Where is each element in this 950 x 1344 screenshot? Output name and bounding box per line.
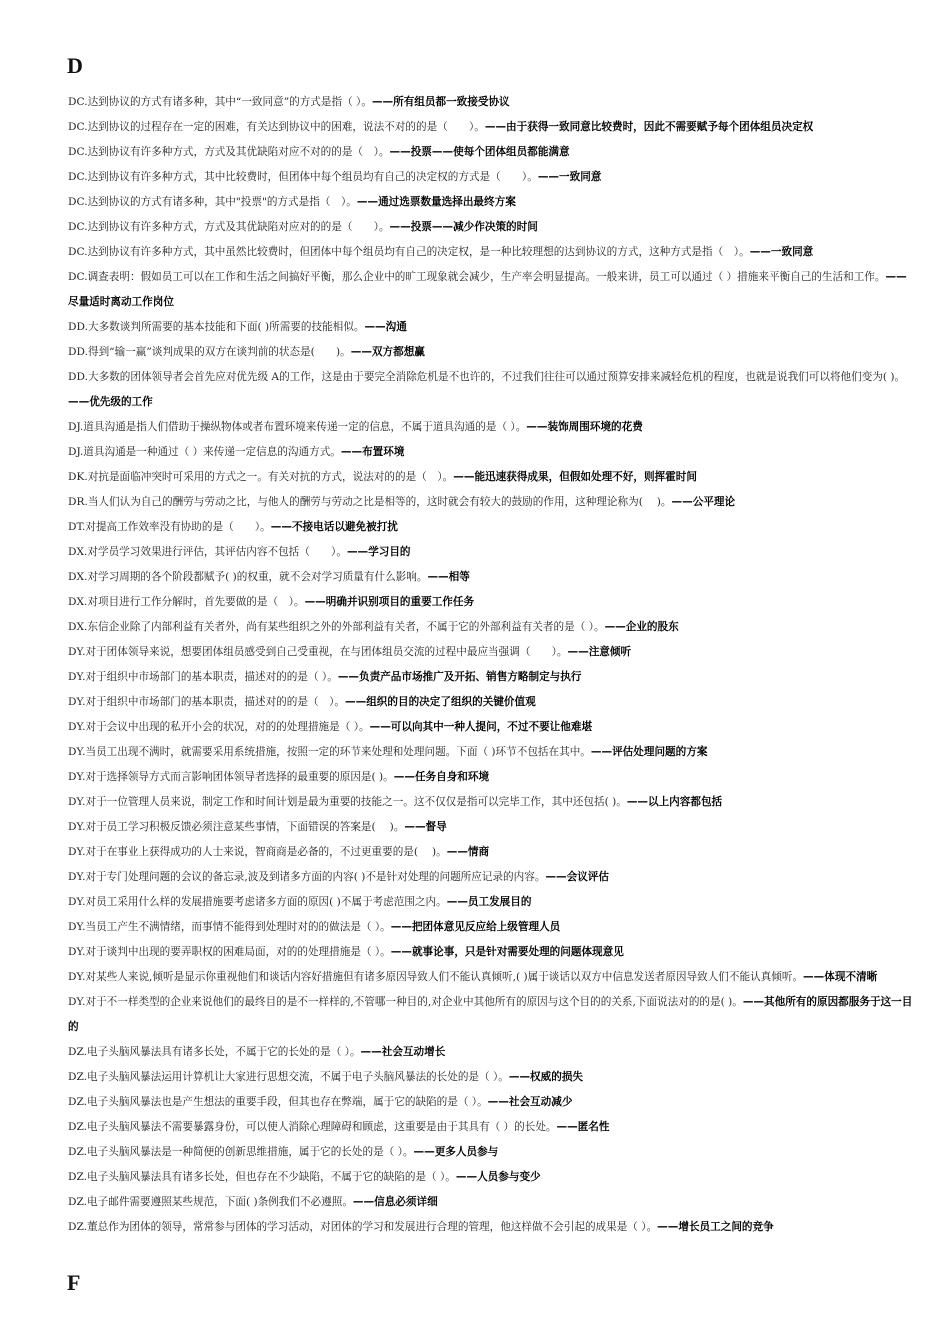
question-entry — [68, 765, 916, 790]
answer-text: ——匿名性 — [556, 1121, 610, 1133]
question-entry — [68, 1090, 916, 1115]
question-list — [68, 90, 916, 1240]
question-text: DJ.道具沟通是一种通过（ ）来传递一定信息的沟通方式。 — [68, 446, 341, 458]
question-entry — [68, 640, 916, 665]
section-heading-f: F — [67, 1270, 81, 1295]
question-text: DZ.电子头脑风暴法具有诸多长处，不属于它的长处的是（ ）。 — [68, 1046, 361, 1058]
answer-text: ——一致同意 — [749, 246, 814, 258]
question-entry — [68, 340, 916, 365]
question-entry — [68, 490, 916, 515]
question-entry — [68, 1165, 916, 1190]
question-text: DY.对于不一样类型的企业来说他们的最终目的是不一样样的,不管哪一种目的,对企业中其他所有的原因与这个目的的关系,下面说法对的的是( )。 — [68, 996, 743, 1008]
question-entry — [68, 465, 916, 490]
question-entry — [68, 565, 916, 590]
question-text: DY.对于员工学习积极反馈必须注意某些事情，下面错误的答案是( )。 — [68, 821, 405, 833]
answer-text: ——布置环境 — [340, 446, 405, 458]
question-entry — [68, 90, 916, 115]
answer-text: ——更多人员参与 — [413, 1146, 499, 1158]
question-entry — [68, 1140, 916, 1165]
question-text: DY.对于会议中出现的私开小会的状况，对的的处理措施是（ ）。 — [68, 721, 370, 733]
question-text: DY.对于专门处理问题的会议的备忘录,波及到诸多方面的内容( )不是针对处理的问题所应记录的内容。 — [68, 871, 546, 883]
answer-text: ——评估处理问题的方案 — [590, 746, 708, 758]
answer-text: ——优先级的工作 — [68, 396, 153, 408]
answer-text: ——会议评估 — [545, 871, 609, 883]
question-text: DX.东信企业除了内部利益有关者外，尚有某些组织之外的外部利益有关者，不属于它的外部利益有关者的是（ ）。 — [68, 621, 605, 633]
question-text: DD.大多数谈判所需要的基本技能和下面( )所需要的技能相似。 — [68, 321, 365, 333]
question-text: DY.对员工采用什么样的发展措施要考虑诸多方面的原因( )不属于考虑范围之内。 — [68, 896, 447, 908]
answer-text: ——通过选票数量选择出最终方案 — [356, 196, 516, 208]
answer-text: ——装饰周围环境的花费 — [526, 421, 643, 433]
answer-text: ——人员参与变少 — [455, 1171, 541, 1183]
answer-text: ——一致同意 — [537, 171, 602, 183]
question-text: DY.对于一位管理人员来说，制定工作和时间计划是最为重要的技能之一。这不仅仅是指可以完毕工作，其中还包括( )。 — [68, 796, 627, 808]
question-text: DC.达到协议的方式有诸多种，其中"投票"的方式是指（ ）。 — [68, 196, 357, 208]
question-text: DY.对于谈判中出现的要弄职权的困难局面，对的的处理措施是（ ）。 — [68, 946, 391, 958]
question-text: DY.当员工产生不满情绪，而事情不能得到处理时对的的做法是（ ）。 — [68, 921, 391, 933]
question-entry — [68, 590, 916, 615]
answer-text: ——企业的股东 — [604, 621, 679, 633]
question-text: DY.对于组织中市场部门的基本职责，描述对的的是（ ）。 — [68, 671, 338, 683]
question-text: DX.对学习周期的各个阶段都赋予( )的权重，就不会对学习质量有什么影响。 — [68, 571, 428, 583]
question-entry — [68, 540, 916, 565]
question-entry — [68, 1190, 916, 1215]
question-entry — [68, 690, 916, 715]
question-entry — [68, 890, 916, 915]
answer-text: ——不接电话以避免被打扰 — [270, 521, 398, 533]
question-entry — [68, 615, 916, 640]
answer-text: ——就事论事，只是针对需要处理的问题体现意见 — [390, 946, 624, 958]
question-entry — [68, 965, 916, 990]
question-entry — [68, 665, 916, 690]
question-entry — [68, 715, 916, 740]
question-entry — [68, 740, 916, 765]
question-entry — [68, 115, 916, 140]
answer-text: ——权威的损失 — [508, 1071, 584, 1083]
question-entry — [68, 790, 916, 815]
question-entry — [68, 1215, 916, 1240]
answer-text: ——体现不清晰 — [803, 971, 878, 983]
answer-text: ——社会互动减少 — [487, 1096, 573, 1108]
question-entry — [68, 440, 916, 465]
answer-text: ——增长员工之间的竞争 — [657, 1221, 774, 1233]
question-entry — [68, 190, 916, 215]
question-text: DJ.道具沟通是指人们借助于操纵物体或者布置环境来传递一定的信息，不属于道具沟通的是（ ）。 — [68, 421, 527, 433]
question-entry — [68, 165, 916, 190]
question-entry — [68, 1040, 916, 1065]
answer-text: ——由于获得一致同意比较费时，因此不需要赋予每个团体组员决定权 — [484, 121, 814, 133]
question-text: DZ.董总作为团体的领导，常常参与团体的学习活动，对团体的学习和发展进行合理的管理，他这样做不会引起的成果是（ ）。 — [68, 1221, 658, 1233]
answer-text: ——能迅速获得成果，但假如处理不好，则挥霍时间 — [453, 471, 697, 483]
answer-text: ——注意倾听 — [567, 646, 632, 658]
question-text: DZ.电子邮件需要遵照某些规范，下面( )条例我们不必遵照。 — [68, 1196, 353, 1208]
question-entry — [68, 840, 916, 865]
answer-text: ——可以向其中一种人提问，不过不要让他难堪 — [369, 721, 593, 733]
answer-text: ——情商 — [446, 846, 490, 858]
question-entry — [68, 240, 916, 265]
answer-text: ——信息必须详细 — [352, 1196, 438, 1208]
question-text: DY.对于在事业上获得成功的人士来说，智商商是必备的，不过更重要的是( )。 — [68, 846, 447, 858]
question-text: DZ.电子头脑风暴法具有诸多长处，但也存在不少缺陷，不属于它的缺陷的是（ ）。 — [68, 1171, 456, 1183]
question-entry — [68, 1115, 916, 1140]
answer-text: ——尽量适时离动工作岗位 — [68, 271, 907, 308]
answer-text: ——员工发展目的 — [446, 896, 532, 908]
question-text: DC.达到协议有许多种方式，方式及其优缺陷对应不对的的是（ ）。 — [68, 146, 390, 158]
question-text: DZ.电子头脑风暴法运用计算机让大家进行思想交流，不属于电子头脑风暴法的长处的是（ ）。 — [68, 1071, 509, 1083]
question-text: DC.达到协议有许多种方式，方式及其优缺陷对应对的的是（ ）。 — [68, 221, 390, 233]
answer-text: ——以上内容都包括 — [626, 796, 723, 808]
question-text: DX.对项目进行工作分解时，首先要做的是（ ）。 — [68, 596, 305, 608]
answer-text: ——社会互动增长 — [360, 1046, 446, 1058]
answer-text: ——明确并识别项目的重要工作任务 — [304, 596, 475, 608]
question-text: DK.对抗是面临冲突时可采用的方式之一。有关对抗的方式，说法对的的是（ ）。 — [68, 471, 454, 483]
answer-text: ——投票——减少作决策的时间 — [389, 221, 538, 233]
question-entry — [68, 315, 916, 340]
question-entry — [68, 990, 916, 1040]
question-entry — [68, 1065, 916, 1090]
question-text: DR.当人们认为自己的酬劳与劳动之比，与他人的酬劳与劳动之比是相等的，这时就会有较大的鼓励的作用，这种理论称为( )。 — [68, 496, 672, 508]
question-text: DZ.电子头脑风暴法也是产生想法的重要手段，但其也存在弊端，属于它的缺陷的是（ ）。 — [68, 1096, 488, 1108]
question-text: DY.对于选择领导方式而言影响团体领导者选择的最重要的原因是( )。 — [68, 771, 394, 783]
question-text: DY.当员工出现不满时，就需要采用系统措施，按照一定的环节来处理和处理问题。下面（ )环节不包括在其中。 — [68, 746, 591, 758]
question-text: DY.对某些人来说,倾听是显示你重视他们和谈话内容好措施但有诸多原因导致人们不能认真倾听,( )属于谈话以双方中信息发送者原因导致人们不能认真倾听。 — [68, 971, 804, 983]
answer-text: ——相等 — [427, 571, 470, 583]
answer-text: ——把团体意见反应给上级管理人员 — [390, 921, 561, 933]
question-text: DZ.电子头脑风暴法是一种简便的创新思维措施，属于它的长处的是（ ）。 — [68, 1146, 414, 1158]
answer-text: ——其他所有的原因都服务于这一目的 — [68, 996, 913, 1033]
answer-text: ——学习目的 — [346, 546, 411, 558]
question-entry — [68, 940, 916, 965]
question-entry — [68, 915, 916, 940]
answer-text: ——任务自身和环境 — [393, 771, 490, 783]
answer-text: ——双方都想赢 — [350, 346, 425, 358]
question-text: DC.达到协议的过程存在一定的困难，有关达到协议中的困难，说法不对的的是（ ）。 — [68, 121, 485, 133]
question-entry — [68, 865, 916, 890]
answer-text: ——负责产品市场推广及开拓、销售方略制定与执行 — [337, 671, 582, 683]
question-entry — [68, 140, 916, 165]
question-text: DC.达到协议有许多种方式，其中比较费时，但团体中每个组员均有自己的决定权的方式是（ ）。 — [68, 171, 538, 183]
question-entry — [68, 265, 916, 315]
question-text: DZ.电子头脑风暴法不需要暴露身份，可以使人消除心理障碍和顾虑，这重要是由于其具有（ ）的长处。 — [68, 1121, 557, 1133]
question-entry — [68, 515, 916, 540]
question-text: DY.对于团体领导来说，想要团体组员感受到自己受重视，在与团体组员交流的过程中最应当强调（ ）。 — [68, 646, 568, 658]
answer-text: ——所有组员都一致接受协议 — [371, 96, 510, 108]
answer-text: ——公平理论 — [671, 496, 736, 508]
question-entry — [68, 365, 916, 415]
answer-text: ——组织的目的决定了组织的关键价值观 — [345, 696, 536, 708]
question-text: DT.对提高工作效率没有协助的是（ ）。 — [68, 521, 271, 533]
question-text: DC.达到协议的方式有诸多种，其中“一致同意”的方式是指（ ）。 — [68, 96, 372, 108]
question-entry — [68, 415, 916, 440]
question-entry — [68, 815, 916, 840]
answer-text: ——沟通 — [364, 321, 407, 333]
question-text: DX.对学员学习效果进行评估，其评估内容不包括（ ）。 — [68, 546, 347, 558]
question-text: DD.得到“输一赢”谈判成果的双方在谈判前的状态是( )。 — [68, 346, 351, 358]
question-text: DD.大多数的团体领导者会首先应对优先级 A的工作，这是由于要完全消除危机是不也许的，不过我们往往可以通过预算安排来减轻危机的程度，也就是说我们可以将他们变为( )。 — [68, 371, 906, 383]
answer-text: ——投票——使每个团体组员都能满意 — [389, 146, 570, 158]
question-text: DY.对于组织中市场部门的基本职责，描述对的的是（ ）。 — [68, 696, 346, 708]
question-text: DC.达到协议有许多种方式，其中虽然比较费时，但团体中每个组员均有自己的决定权，是一种比较理想的达到协议的方式，这种方式是指（ ）。 — [68, 246, 750, 258]
question-text: DC.调查表明：假如员工可以在工作和生活之间搞好平衡，那么企业中的旷工现象就会减少，生产率会明显提高。一般来讲，员工可以通过（ ）措施来平衡自己的生活和工作。 — [68, 271, 886, 283]
question-entry — [68, 215, 916, 240]
answer-text: ——督导 — [404, 821, 447, 833]
section-heading-d: D — [67, 53, 83, 78]
